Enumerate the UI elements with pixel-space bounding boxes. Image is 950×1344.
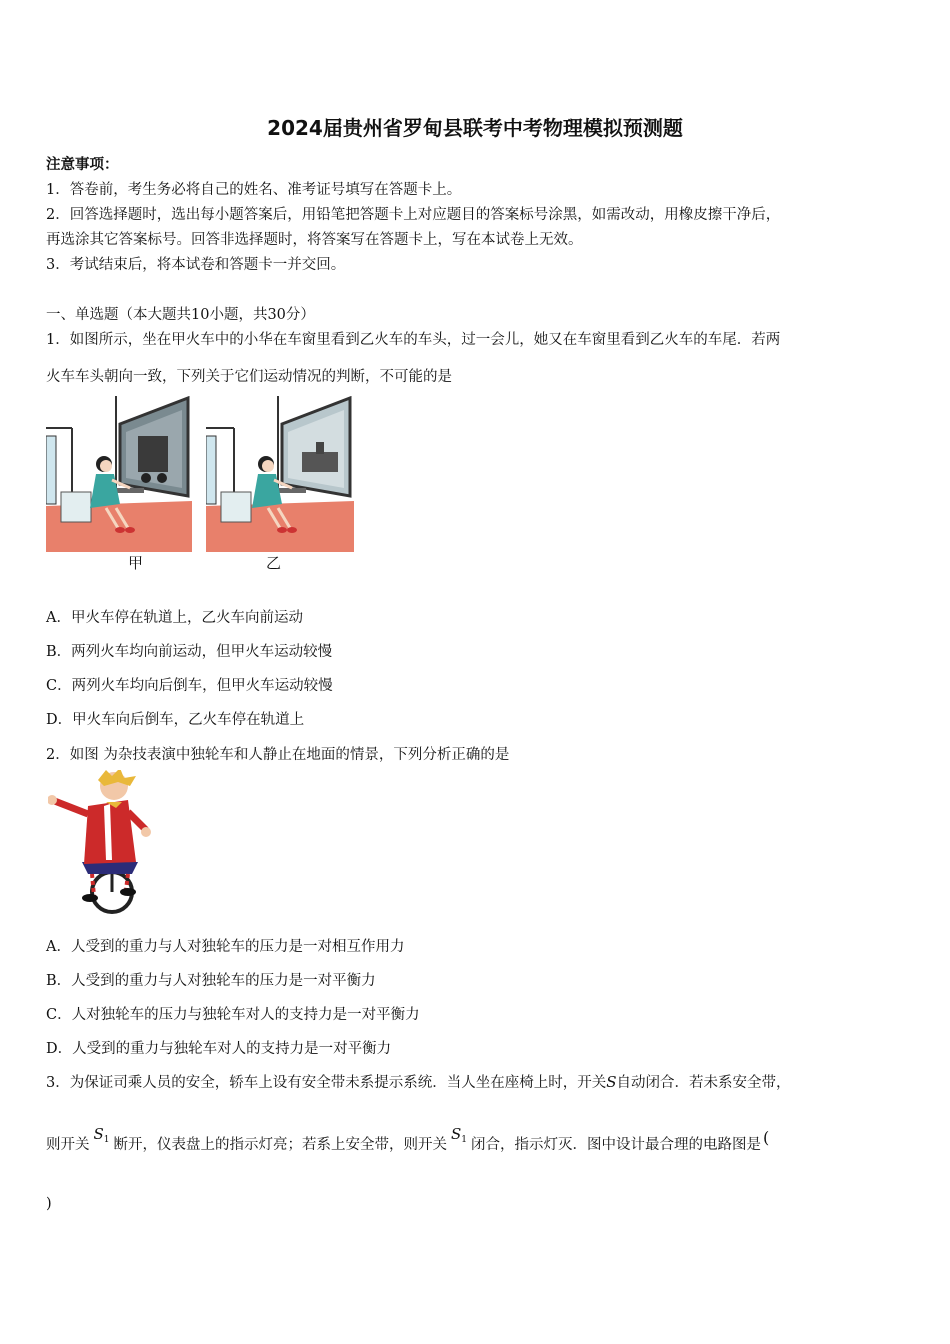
option-a: A．甲火车停在轨道上，乙火车向前运动 bbox=[46, 610, 303, 626]
option-d: D．甲火车向后倒车，乙火车停在轨道上 bbox=[46, 712, 305, 728]
option-c: C．人对独轮车的压力与独轮车对人的支持力是一对平衡力 bbox=[46, 1007, 420, 1023]
unicycle-performer-figure bbox=[48, 770, 152, 916]
q3-text: 则开关 bbox=[46, 1137, 90, 1153]
figure-label-a: 甲 bbox=[128, 554, 144, 572]
question-1-stem-cont: 火车车头朝向一致，下列关于它们运动情况的判断，不可能的是 bbox=[46, 369, 452, 385]
notice-item: 1．答卷前，考生务必将自己的姓名、准考证号填写在答题卡上。 bbox=[46, 182, 462, 198]
section-heading: 一、单选题（本大题共10小题，共30分） bbox=[46, 307, 315, 323]
close-paren: ) bbox=[46, 1196, 52, 1212]
question-2-stem: 2．如图 为杂技表演中独轮车和人静止在地面的情景，下列分析正确的是 bbox=[46, 747, 510, 763]
notice-item: 再选涂其它答案标号。回答非选择题时，将答案写在答题卡上，写在本试卷上无效。 bbox=[46, 232, 583, 248]
q3-text: 闭合，指示灯灭．图中设计最合理的电路图是 bbox=[471, 1137, 762, 1153]
switch-s1-symbol: $S_1$ bbox=[451, 1125, 468, 1145]
option-d: D．人受到的重力与独轮车对人的支持力是一对平衡力 bbox=[46, 1041, 392, 1057]
train-window-figure-a bbox=[46, 396, 192, 552]
question-3-stem bbox=[46, 1071, 791, 1092]
switch-s1-symbol: $S_1$ bbox=[93, 1125, 110, 1145]
notice-item: 3．考试结束后，将本试卷和答题卡一并交回。 bbox=[46, 257, 346, 273]
train-window-figure-b bbox=[206, 396, 354, 552]
page-title: 2024届贵州省罗甸县联考中考物理模拟预测题 bbox=[267, 116, 683, 140]
open-paren: ( bbox=[763, 1128, 770, 1147]
option-c: C．两列火车均向后倒车，但甲火车运动较慢 bbox=[46, 678, 333, 694]
notice-heading: 注意事项： bbox=[46, 156, 119, 173]
notice-item: 2．回答选择题时，选出每小题答案后，用铅笔把答题卡上对应题目的答案标号涂黑，如需改动，用橡皮擦干净后， bbox=[46, 207, 781, 223]
question-1-stem: 1．如图所示，坐在甲火车中的小华在车窗里看到乙火车的车头，过一会儿，她又在车窗里看到乙火车的车尾．若两 bbox=[46, 332, 781, 348]
q3-text: 3．为保证司乘人员的安全，轿车上设有安全带未系提示系统．当人坐在座椅上时，开关 bbox=[46, 1075, 607, 1091]
question-3-stem-cont bbox=[46, 1125, 770, 1155]
q3-text: 自动闭合．若未系安全带， bbox=[616, 1075, 791, 1091]
q3-text: 断开，仪表盘上的指示灯亮；若系上安全带，则开关 bbox=[113, 1137, 448, 1153]
option-b: B．人受到的重力与人对独轮车的压力是一对平衡力 bbox=[46, 973, 376, 989]
switch-s-symbol: S bbox=[606, 1073, 617, 1091]
figure-label-b: 乙 bbox=[266, 554, 282, 572]
option-a: A．人受到的重力与人对独轮车的压力是一对相互作用力 bbox=[46, 939, 405, 955]
option-b: B．两列火车均向前运动，但甲火车运动较慢 bbox=[46, 644, 333, 660]
